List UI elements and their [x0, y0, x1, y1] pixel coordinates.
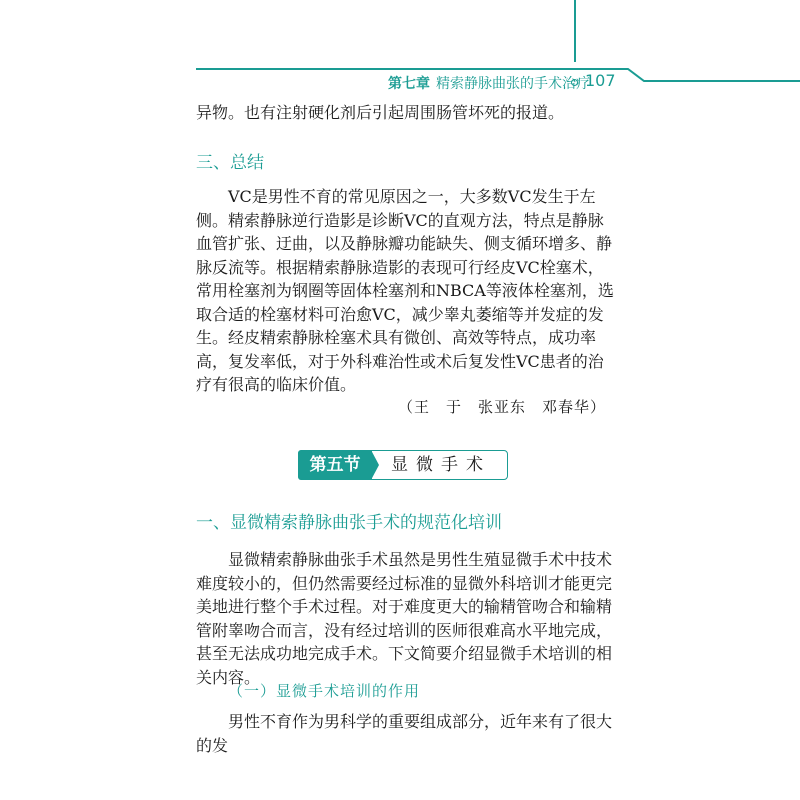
authors: （王 于 张亚东 邓春华）	[398, 398, 607, 416]
heading-1: 一、显微精索静脉曲张手术的规范化培训	[196, 513, 502, 533]
summary-heading: 三、总结	[196, 153, 264, 173]
heading-2: （一）显微手术培训的作用	[228, 682, 421, 700]
section-number-arrow	[371, 450, 379, 480]
section-banner	[298, 450, 508, 480]
training-paragraph: 显微精索静脉曲张手术虽然是男性生殖显微手术中技术难度较小的，但仍然需要经过标准的显微外科培训才能更完美地进行整个手术过程。对于难度更大的输精管吻合和输精管附睾吻合而言，没有经过培训的医师很难高水平地完成，甚至无法成功地完成手术。下文简要介绍显微手术培训的相关内容。	[196, 550, 613, 687]
page-number: 107	[585, 71, 616, 90]
last-paragraph: 男性不育作为男科学的重要组成部分，近年来有了很大的发	[196, 712, 613, 755]
section-title: 显微手术	[391, 455, 491, 475]
chapter-title: 精索静脉曲张的手术治疗	[436, 76, 590, 92]
header-dot-icon	[571, 79, 578, 86]
header-ornament	[600, 55, 800, 85]
header-rule	[196, 68, 616, 70]
section-number: 第五节	[298, 450, 372, 480]
header-vertical-rule	[574, 0, 576, 62]
chapter-label: 第七章	[388, 76, 430, 92]
summary-paragraph: VC是男性不育的常见原因之一，大多数VC发生于左侧。精索静脉逆行造影是诊断VC的直观方法，特点是静脉血管扩张、迂曲，以及静脉瓣功能缺失、侧支循环增多、静脉反流等。根据精索静脉造影的表现可行经皮VC栓塞术，常用栓塞剂为钢圈等固体栓塞剂和NBCA等液体栓塞剂，选取合适的栓塞材料可治愈VC，减少睾丸萎缩等并发症的发生。经皮精索静脉栓塞术具有微创、高效等特点，成功率高，复发率低，对于外科难治性或术后复发性VC患者的治疗有很高的临床价值。	[196, 187, 614, 394]
paragraph-fragment: 异物。也有注射硬化剂后引起周围肠管坏死的报道。	[196, 103, 565, 122]
